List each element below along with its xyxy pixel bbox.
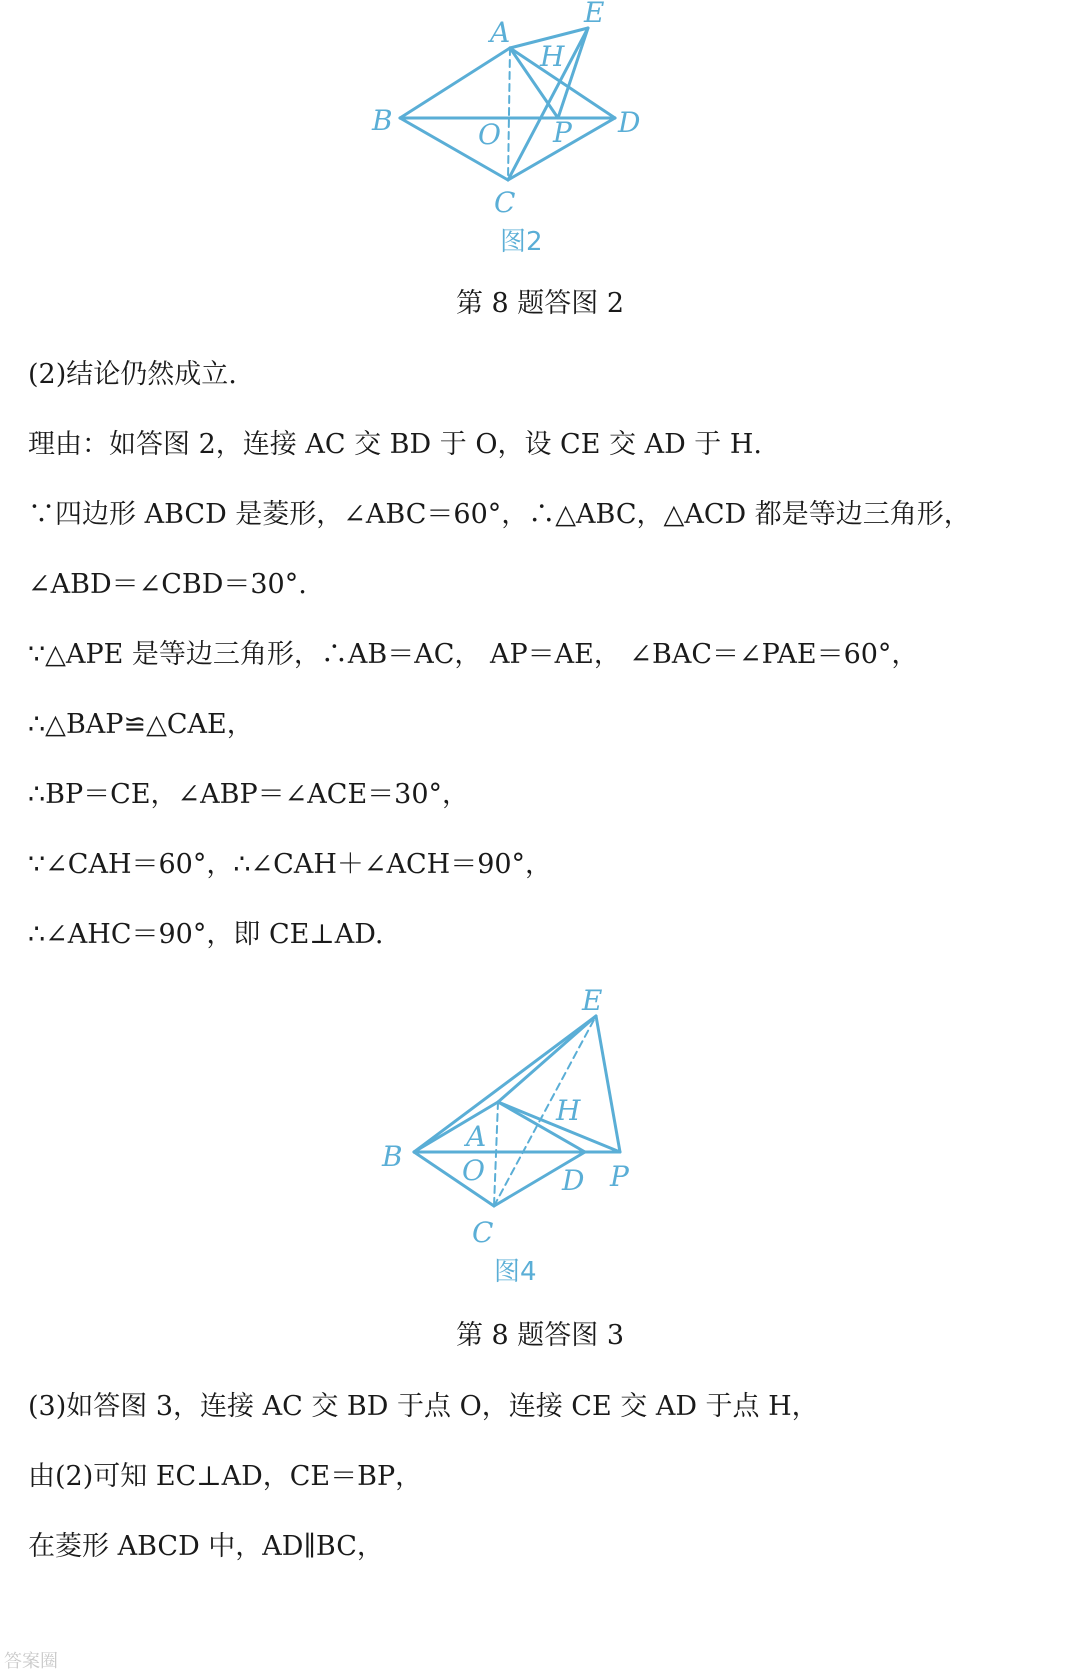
label-A: A [466, 1120, 487, 1153]
label-B: B [382, 1140, 403, 1173]
label-E: E [584, 0, 605, 29]
edge-AC [494, 1102, 498, 1206]
edge-AE [498, 1016, 596, 1102]
label-B: B [372, 104, 393, 137]
figure-2-caption: 第 8 题答图 2 [455, 288, 625, 319]
label-P: P [553, 116, 572, 149]
label-D: D [562, 1164, 585, 1197]
label-C: C [494, 186, 516, 219]
text-line-1: (2)结论仍然成立. [28, 359, 237, 390]
label-E: E [582, 984, 603, 1017]
text-line-12: 在菱形 ABCD 中，AD∥BC， [28, 1531, 384, 1562]
figure-3-caption: 第 8 题答图 3 [455, 1320, 625, 1351]
watermark-logo: 答案圈 [4, 1651, 58, 1672]
figure-4 [370, 980, 670, 1295]
label-D: D [618, 106, 641, 139]
text-line-11: 由(2)可知 EC⊥AD，CE＝BP， [28, 1461, 423, 1492]
edge-AC [508, 48, 510, 180]
edge-BA [400, 48, 510, 118]
label-H: H [556, 1094, 581, 1127]
text-line-6: ∴△BAP≌△CAE， [28, 709, 254, 740]
figure-2-inner-caption: 图2 [500, 227, 543, 257]
text-line-3: ∵四边形 ABCD 是菱形，∠ABC＝60°，∴△ABC，△ACD 都是等边三角形， [28, 499, 971, 530]
text-line-2: 理由：如答图 2，连接 AC 交 BD 于 O，设 CE 交 AD 于 H. [28, 429, 763, 460]
figure-4-diagram [370, 980, 670, 1295]
label-P: P [610, 1160, 629, 1193]
edge-EP [596, 1016, 620, 1152]
label-H: H [540, 40, 565, 73]
label-A: A [490, 16, 511, 49]
text-line-4: ∠ABD＝∠CBD＝30°. [28, 569, 307, 600]
text-line-9: ∴∠AHC＝90°，即 CE⊥AD. [28, 919, 384, 950]
text-line-10: (3)如答图 3，连接 AC 交 BD 于点 O，连接 CE 交 AD 于点 H， [28, 1391, 819, 1422]
figure-2-diagram [360, 0, 660, 265]
text-line-8: ∵∠CAH＝60°，∴∠CAH＋∠ACH＝90°， [28, 849, 553, 880]
figure-4-inner-caption: 图4 [494, 1257, 537, 1287]
text-line-7: ∴BP＝CE，∠ABP＝∠ACE＝30°， [28, 779, 470, 810]
text-line-5: ∵△APE 是等边三角形，∴AB＝AC， AP＝AE， ∠BAC＝∠PAE＝60°， [28, 639, 919, 670]
label-O: O [462, 1154, 485, 1187]
label-O: O [478, 118, 501, 151]
label-C: C [472, 1216, 494, 1249]
figure-2 [360, 0, 660, 265]
